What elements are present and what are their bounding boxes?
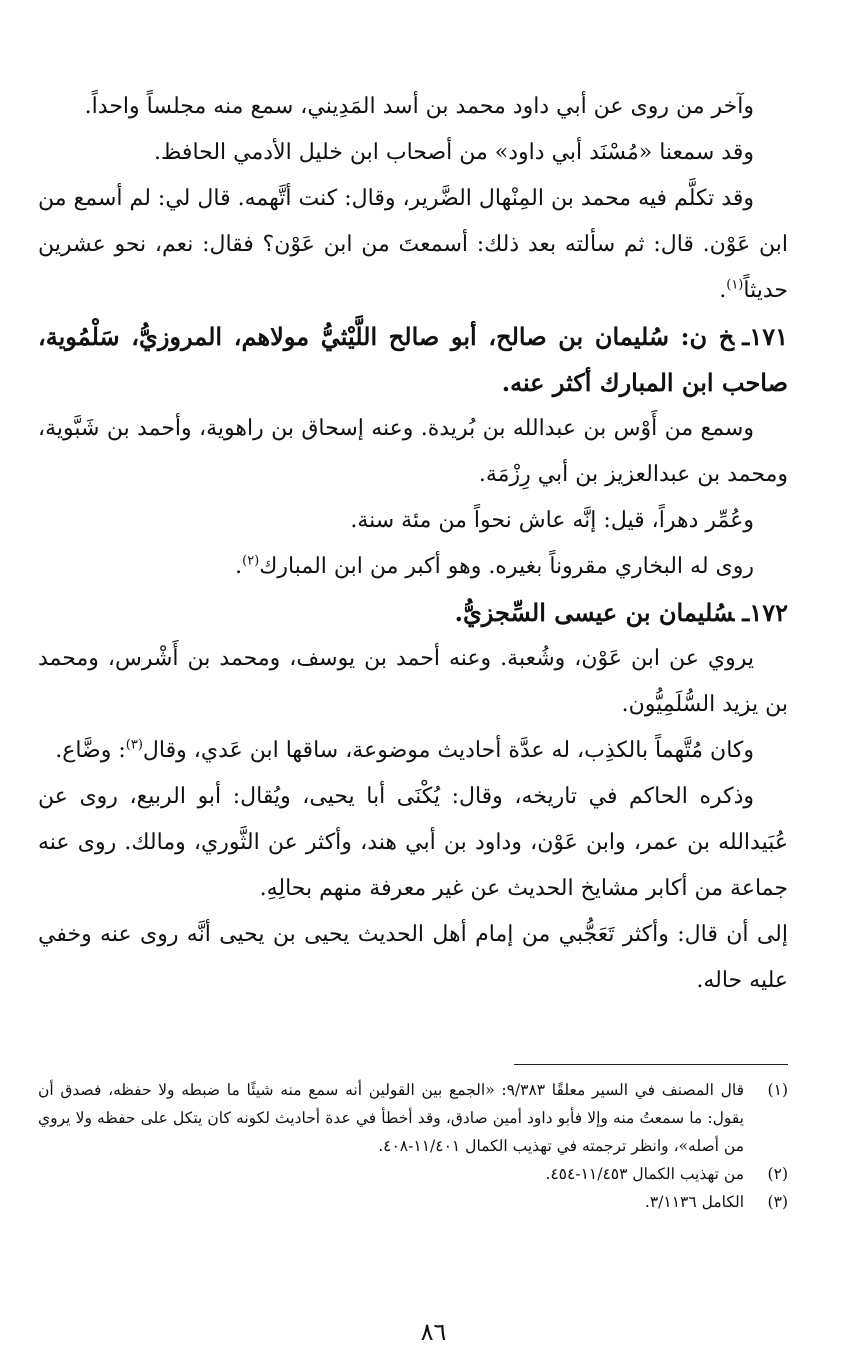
entry-number: ١٧١ـ: [742, 322, 788, 351]
paragraph-text: يروي عن ابن عَوْن، وشُعبة. وعنه أحمد بن يوسف، ومحمد بن أَشْرس، ومحمد بن يزيد السُّلَمِيُّون.: [38, 646, 788, 717]
footnote-number: (٣): [767, 1193, 788, 1211]
footnote-number: (١): [767, 1081, 788, 1099]
paragraph-text: وآخر من روى عن أبي داود محمد بن أسد المَدِيني، سمع منه مجلساً واحداً.: [84, 94, 754, 119]
paragraph-end: .: [719, 278, 727, 303]
paragraph: [38, 498, 788, 544]
paragraph-text: روى له البخاري مقروناً بغيره. وهو أكبر من ابن المبارك: [259, 554, 754, 579]
entry-number: ١٧٢ـ: [742, 598, 788, 627]
page-number: ٨٦: [420, 1318, 447, 1346]
paragraph-end: : وضَّاع.: [55, 738, 126, 763]
footnote: [38, 1076, 788, 1160]
entry-title: سُليمان بن عيسى السِّجزيُّ.: [454, 598, 735, 627]
paragraph-text: إلى أن قال: وأكثر تَعَجُّبي من إمام أهل الحديث يحيى بن يحيى أنَّه روى عنه وخفي عليه حاله.: [38, 922, 788, 993]
paragraph-text: وسمع من أَوْس بن عبدالله بن بُريدة. وعنه إسحاق بن راهوية، وأحمد بن شَبَّوية، ومحمد بن عبدالعزيز بن أبي رِزْمَة.: [38, 416, 788, 487]
footnote: [38, 1160, 788, 1188]
paragraph-text: وقد تكلَّم فيه محمد بن المِنْهال الضَّرير، وقال: كنت أتَّهمه. قال لي: لم أسمع من ابن عَوْن. قال: ثم سألته بعد ذلك: أسمعتَ من ابن عَوْن؟ فقال: نعم، نحو عشرين حديثاً: [38, 186, 788, 303]
footnote-text: من تهذيب الكمال ١١/٤٥٣-٤٥٤.: [545, 1165, 744, 1183]
main-text: [38, 84, 788, 1004]
paragraph: [38, 912, 788, 1004]
paragraph: [38, 176, 788, 314]
paragraph: [38, 84, 788, 130]
paragraph: [38, 544, 788, 590]
paragraph-end: .: [235, 554, 243, 579]
footnote-divider: [514, 1064, 788, 1065]
paragraph: [38, 636, 788, 728]
entry-heading: [38, 314, 788, 406]
paragraph-text: وكان مُتَّهماً بالكذِب، له عدَّة أحاديث موضوعة، ساقها ابن عَدي، وقال: [142, 738, 754, 763]
footnote-ref[interactable]: (١): [726, 277, 744, 293]
paragraph: [38, 774, 788, 912]
footnote-ref[interactable]: (٢): [242, 553, 260, 569]
paragraph: [38, 406, 788, 498]
paragraph-text: وعُمِّر دهراً، قيل: إنَّه عاش نحواً من مئة سنة.: [350, 508, 754, 533]
entry-heading: [38, 590, 788, 636]
footnote-number: (٢): [767, 1165, 788, 1183]
footnote-text: الكامل ٣/١١٣٦.: [644, 1193, 744, 1211]
footnote-ref[interactable]: (٣): [125, 737, 143, 753]
paragraph-text: وذكره الحاكم في تاريخه، وقال: يُكْنَى أبا يحيى، ويُقال: أبو الربيع، روى عن عُبَيدالله بن عمر، وابن عَوْن، وداود بن أبي هند، وأكثر عن الثَّوري، ومالك. روى عنه جماعة من أكابر مشايخ الحديث عن غير معرفة منهم بحالِهِ.: [38, 784, 788, 901]
footnote: [38, 1188, 788, 1216]
paragraph: [38, 728, 788, 774]
paragraph-text: وقد سمعنا «مُسْنَد أبي داود» من أصحاب ابن خليل الأدمي الحافظ.: [154, 140, 754, 165]
paragraph: [38, 130, 788, 176]
footnote-text: قال المصنف في السير معلقًا ٩/٣٨٣: «الجمع بين القولين أنه سمع منه شيئًا ما ضبطه ولا حفظه، فصدق أن يقول: ما سمعتُ منه وإلا فأبو داود أمين صادق، وقد أخطأ في عدة أحاديث لكونه كان يتكل على حفظه ولا يروي من أصله»، وانظر ترجمته في تهذيب الكمال ١١/٤٠١-٤٠٨.: [38, 1081, 744, 1155]
entry-title: خ ن: سُليمان بن صالح، أبو صالح اللَّيْثيُّ مولاهم، المروزيُّ، سَلْمُوية، صاحب ابن المبارك أكثر عنه.: [38, 322, 788, 397]
footnotes: [38, 1076, 788, 1216]
